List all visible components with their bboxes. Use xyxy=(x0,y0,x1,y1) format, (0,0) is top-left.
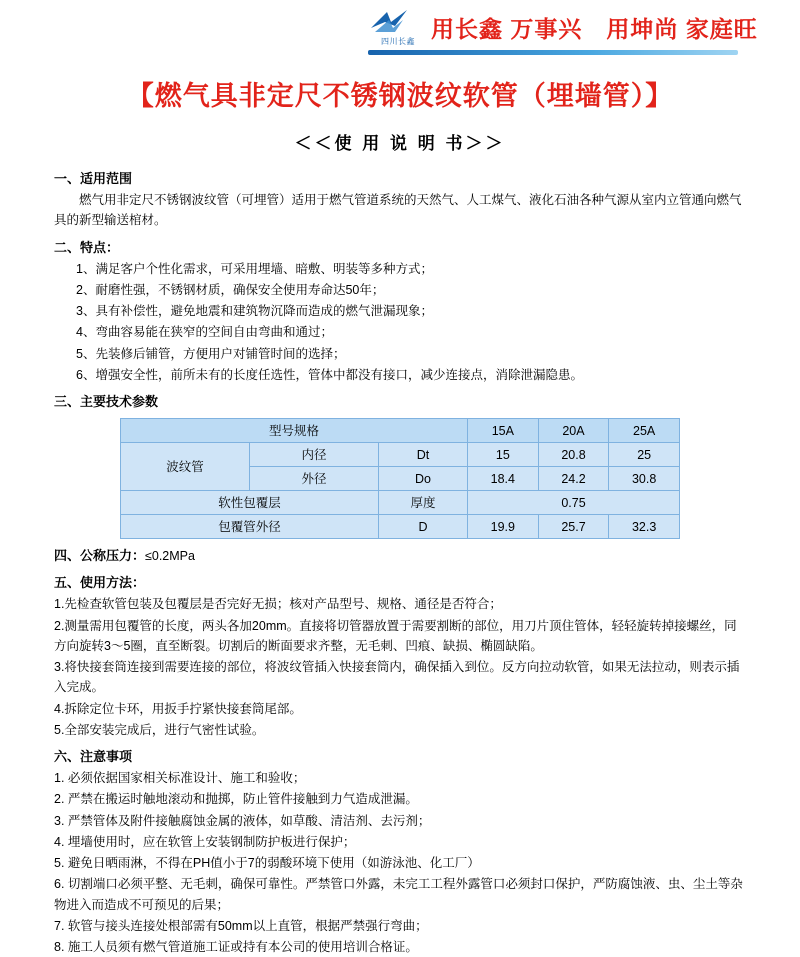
specifications-table xyxy=(120,418,680,539)
table-cell-value: 24.2 xyxy=(538,467,609,491)
table-header-model: 型号规格 xyxy=(121,419,468,443)
table-cell-value: 15 xyxy=(468,443,539,467)
table-cell-symbol: Do xyxy=(379,467,468,491)
table-cell-value: 18.4 xyxy=(468,467,539,491)
table-cell-value: 30.8 xyxy=(609,467,680,491)
list-item: 4. 埋墙使用时，应在软管上安装钢制防护板进行保护； xyxy=(54,834,356,849)
section-heading-specs: 三、主要技术参数 xyxy=(54,394,159,410)
table-cell-value: 25.7 xyxy=(538,515,609,539)
table-row xyxy=(121,491,680,515)
table-header-15a: 15A xyxy=(468,419,539,443)
page-subtitle: ＜＜使 用 说 明 书＞＞ xyxy=(294,134,506,153)
table-cell-name: 外径 xyxy=(250,467,379,491)
list-item: 3. 严禁管体及附件接触腐蚀金属的液体，如草酸、清洁剂、去污剂； xyxy=(54,813,431,828)
list-item: 7. 软管与接头连接处根部需有50mm以上直管，根据严禁强行弯曲； xyxy=(54,918,428,933)
banner-content xyxy=(365,8,758,52)
section-heading-scope: 一、适用范围 xyxy=(54,171,133,186)
section-heading-cautions: 六、注意事项 xyxy=(54,749,133,765)
list-item: 2.测量需用包覆管的长度，两头各加20mm。直接将切管器放置于需要割断的部位，用刀片顶住管体，轻轻旋转掉接螺丝，同方向旋转3～5圈，直至断裂。切割后的断面要求齐整，无毛刺、凹痕、缺损、椭圆缺陷。 xyxy=(54,618,737,653)
company-logo xyxy=(365,8,431,52)
list-item: 8. 施工人员须有燃气管道施工证或持有本公司的使用培训合格证。 xyxy=(54,940,418,955)
table-cell-group: 波纹管 xyxy=(121,443,250,491)
list-item: 6、增强安全性，前所未有的长度任选性，管体中都没有接口，减少连接点，消除泄漏隐患。 xyxy=(76,367,583,382)
table-cell-value: 32.3 xyxy=(609,515,680,539)
section-text-scope: 燃气用非定尺不锈钢波纹管（可埋管）适用于燃气管道系统的天然气、人工煤气、液化石油各种气源从室内立管通向燃气具的新型输送棺材。 xyxy=(54,193,742,228)
banner-underline-decoration xyxy=(368,50,738,55)
document-body xyxy=(54,168,746,957)
list-item: 5、先装修后铺管，方便用户对铺管时间的选择； xyxy=(76,346,346,361)
table-cell-symbol: Dt xyxy=(379,443,468,467)
section-heading-usage: 五、使用方法： xyxy=(54,575,146,591)
table-cell-value: 19.9 xyxy=(468,515,539,539)
list-item: 6. 切割端口必须平整、无毛刺，确保可靠性。严禁管口外露，未完工工程外露管口必须封口保护，严防腐蚀液、虫、尘土等杂物进入而造成不可预见的后果； xyxy=(54,877,743,912)
section-value-pressure: ≤0.2MPa xyxy=(145,549,195,564)
table-header-20a: 20A xyxy=(538,419,609,443)
banner-slogan: 用长鑫 万事兴 用坤尚 家庭旺 xyxy=(431,15,758,42)
list-item: 5. 避免日晒雨淋，不得在PH值小于7的弱酸环境下使用（如游泳池、化工厂） xyxy=(54,856,480,871)
list-item: 4.拆除定位卡环，用扳手拧紧快接套筒尾部。 xyxy=(54,701,302,716)
list-item: 1.先检查软管包装及包覆层是否完好无损；核对产品型号、规格、通径是否符合； xyxy=(54,597,502,612)
table-row xyxy=(121,443,680,467)
list-item: 2、耐磨性强，不锈钢材质，确保安全使用寿命达50年； xyxy=(76,282,385,297)
list-item: 2. 严禁在搬运时触地滚动和抛掷，防止管件接触到力气造成泄漏。 xyxy=(54,792,418,807)
logo-text: 四川长鑫 xyxy=(381,37,415,46)
list-item: 4、弯曲容易能在狭窄的空间自由弯曲和通过； xyxy=(76,325,333,340)
table-row-header xyxy=(121,419,680,443)
table-cell-symbol: 厚度 xyxy=(379,491,468,515)
section-heading-features: 二、特点： xyxy=(54,239,120,255)
star-burst-icon xyxy=(369,8,409,36)
table-cell-symbol: D xyxy=(379,515,468,539)
table-cell-value: 20.8 xyxy=(538,443,609,467)
page-title: 【燃气具非定尺不锈钢波纹软管（埋墙管）】 xyxy=(126,81,674,112)
list-item: 3.将快接套筒连接到需要连接的部位，将波纹管插入快接套筒内，确保插入到位。反方向拉动软管，如果无法拉动，则表示插入完成。 xyxy=(54,660,740,695)
table-cell-name: 包覆管外径 xyxy=(121,515,379,539)
table-row xyxy=(121,515,680,539)
table-cell-name: 软性包覆层 xyxy=(121,491,379,515)
section-pressure xyxy=(54,545,746,566)
table-header-25a: 25A xyxy=(609,419,680,443)
section-heading-pressure: 四、公称压力： xyxy=(54,548,146,564)
table-cell-value: 0.75 xyxy=(468,491,680,515)
header-banner xyxy=(0,0,800,60)
list-item: 1. 必须依据国家相关标准设计、施工和验收； xyxy=(54,771,306,786)
table-cell-name: 内径 xyxy=(250,443,379,467)
list-item: 1、满足客户个性化需求，可采用埋墙、暗敷、明装等多种方式； xyxy=(76,261,433,276)
list-item: 5.全部安装完成后，进行气密性试验。 xyxy=(54,722,265,737)
list-item: 3、具有补偿性，避免地震和建筑物沉降而造成的燃气泄漏现象； xyxy=(76,304,433,319)
table-cell-value: 25 xyxy=(609,443,680,467)
